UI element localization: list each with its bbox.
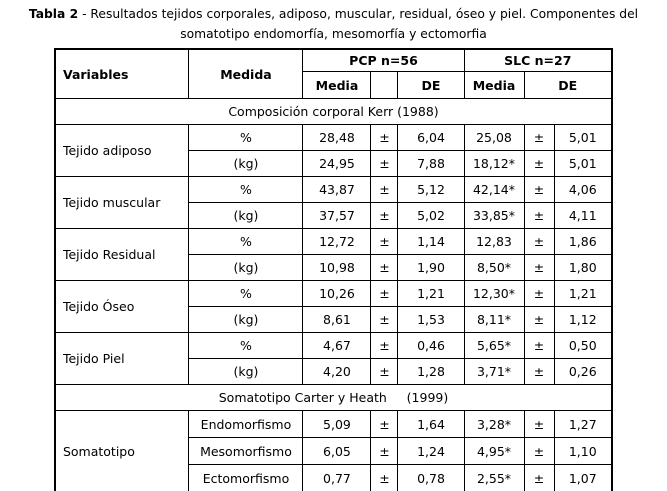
slc-de-value: 4,06 <box>554 177 612 203</box>
pcp-media-value: 6,05 <box>303 438 371 465</box>
pcp-de-value: 1,24 <box>398 438 464 465</box>
pcp-pm-sign: ± <box>371 359 398 385</box>
pcp-pm-sign: ± <box>371 229 398 255</box>
caption-line-1 <box>0 4 667 24</box>
medida-cell: (kg) <box>189 255 303 281</box>
slc-pm-sign: ± <box>524 333 554 359</box>
pcp-de-header: DE <box>398 72 464 99</box>
slc-media-value: 12,30* <box>464 281 524 307</box>
pcp-de-value: 1,28 <box>398 359 464 385</box>
variable-cell: Somatotipo <box>55 411 189 491</box>
medida-cell: % <box>189 177 303 203</box>
slc-pm-sign: ± <box>524 151 554 177</box>
slc-media-value: 12,83 <box>464 229 524 255</box>
slc-de-value: 0,50 <box>554 333 612 359</box>
pcp-pm-sign: ± <box>371 255 398 281</box>
pcp-media-value: 10,98 <box>303 255 371 281</box>
caption-table-number: Tabla 2 <box>28 7 79 21</box>
medida-cell: (kg) <box>189 151 303 177</box>
medida-cell: % <box>189 333 303 359</box>
pcp-pm-sign: ± <box>371 438 398 465</box>
header-row-groups <box>55 49 612 72</box>
pcp-media-value: 10,26 <box>303 281 371 307</box>
pcp-pm-sign: ± <box>371 307 398 333</box>
pcp-de-value: 1,14 <box>398 229 464 255</box>
table-row <box>55 333 612 359</box>
results-table <box>54 48 613 491</box>
medida-cell: % <box>189 281 303 307</box>
section-row-carter <box>55 385 612 411</box>
slc-media-value: 42,14* <box>464 177 524 203</box>
slc-pm-sign: ± <box>524 359 554 385</box>
pcp-de-value: 1,53 <box>398 307 464 333</box>
slc-de-value: 1,10 <box>554 438 612 465</box>
slc-pm-sign: ± <box>524 307 554 333</box>
pcp-media-value: 5,09 <box>303 411 371 438</box>
pcp-pm-sign: ± <box>371 125 398 151</box>
slc-media-value: 8,11* <box>464 307 524 333</box>
pcp-de-value: 7,88 <box>398 151 464 177</box>
medida-cell: Endomorfismo <box>189 411 303 438</box>
slc-de-header: DE <box>524 72 612 99</box>
table-row <box>55 411 612 438</box>
slc-media-value: 25,08 <box>464 125 524 151</box>
pcp-pm-header <box>371 72 398 99</box>
slc-de-value: 1,07 <box>554 465 612 491</box>
pcp-de-value: 1,90 <box>398 255 464 281</box>
slc-de-value: 0,26 <box>554 359 612 385</box>
pcp-de-value: 0,78 <box>398 465 464 491</box>
slc-media-value: 33,85* <box>464 203 524 229</box>
slc-media-value: 3,71* <box>464 359 524 385</box>
table-row <box>55 281 612 307</box>
slc-media-value: 18,12* <box>464 151 524 177</box>
slc-media-header: Media <box>464 72 524 99</box>
variable-cell: Tejido Piel <box>55 333 189 385</box>
variable-cell: Tejido Óseo <box>55 281 189 333</box>
slc-pm-sign: ± <box>524 281 554 307</box>
variables-header: Variables <box>55 49 189 99</box>
slc-de-value: 5,01 <box>554 125 612 151</box>
medida-cell: % <box>189 125 303 151</box>
pcp-de-value: 6,04 <box>398 125 464 151</box>
caption-text: - Resultados tejidos corporales, adiposo, muscular, residual, óseo y piel. Componentes del <box>78 7 639 21</box>
pcp-media-value: 12,72 <box>303 229 371 255</box>
medida-cell: Ectomorfismo <box>189 465 303 491</box>
slc-media-value: 8,50* <box>464 255 524 281</box>
pcp-media-value: 28,48 <box>303 125 371 151</box>
medida-header: Medida <box>189 49 303 99</box>
section-title-carter: Somatotipo Carter y Heath (1999) <box>55 385 612 411</box>
slc-de-value: 1,21 <box>554 281 612 307</box>
pcp-media-header: Media <box>303 72 371 99</box>
pcp-pm-sign: ± <box>371 281 398 307</box>
caption-line-2: somatotipo endomorfía, mesomorfía y ectomorfia <box>180 27 487 41</box>
pcp-de-value: 5,02 <box>398 203 464 229</box>
pcp-pm-sign: ± <box>371 203 398 229</box>
pcp-pm-sign: ± <box>371 333 398 359</box>
medida-cell: Mesomorfismo <box>189 438 303 465</box>
pcp-media-value: 8,61 <box>303 307 371 333</box>
pcp-media-value: 4,67 <box>303 333 371 359</box>
pcp-media-value: 24,95 <box>303 151 371 177</box>
slc-media-value: 2,55* <box>464 465 524 491</box>
pcp-de-value: 5,12 <box>398 177 464 203</box>
slc-media-value: 5,65* <box>464 333 524 359</box>
slc-pm-sign: ± <box>524 203 554 229</box>
pcp-de-value: 0,46 <box>398 333 464 359</box>
pcp-de-value: 1,64 <box>398 411 464 438</box>
medida-cell: (kg) <box>189 359 303 385</box>
slc-pm-sign: ± <box>524 255 554 281</box>
medida-cell: (kg) <box>189 203 303 229</box>
slc-de-value: 1,12 <box>554 307 612 333</box>
pcp-pm-sign: ± <box>371 177 398 203</box>
table-row <box>55 177 612 203</box>
slc-pm-sign: ± <box>524 411 554 438</box>
pcp-de-value: 1,21 <box>398 281 464 307</box>
medida-cell: % <box>189 229 303 255</box>
pcp-pm-sign: ± <box>371 411 398 438</box>
slc-pm-sign: ± <box>524 125 554 151</box>
table-row <box>55 229 612 255</box>
slc-pm-sign: ± <box>524 177 554 203</box>
pcp-media-value: 4,20 <box>303 359 371 385</box>
medida-cell: (kg) <box>189 307 303 333</box>
slc-de-value: 1,86 <box>554 229 612 255</box>
table-row <box>55 125 612 151</box>
pcp-media-value: 0,77 <box>303 465 371 491</box>
slc-de-value: 1,80 <box>554 255 612 281</box>
slc-pm-sign: ± <box>524 438 554 465</box>
pcp-pm-sign: ± <box>371 465 398 491</box>
slc-de-value: 4,11 <box>554 203 612 229</box>
slc-media-value: 3,28* <box>464 411 524 438</box>
slc-pm-sign: ± <box>524 229 554 255</box>
pcp-media-value: 43,87 <box>303 177 371 203</box>
variable-cell: Tejido adiposo <box>55 125 189 177</box>
pcp-group-header: PCP n=56 <box>303 49 464 72</box>
slc-pm-sign: ± <box>524 465 554 491</box>
pcp-media-value: 37,57 <box>303 203 371 229</box>
variable-cell: Tejido Residual <box>55 229 189 281</box>
pcp-pm-sign: ± <box>371 151 398 177</box>
section-row-kerr <box>55 99 612 125</box>
slc-de-value: 1,27 <box>554 411 612 438</box>
slc-media-value: 4,95* <box>464 438 524 465</box>
slc-group-header: SLC n=27 <box>464 49 612 72</box>
variable-cell: Tejido muscular <box>55 177 189 229</box>
section-title-kerr: Composición corporal Kerr (1988) <box>55 99 612 125</box>
table-caption <box>0 0 667 44</box>
slc-de-value: 5,01 <box>554 151 612 177</box>
